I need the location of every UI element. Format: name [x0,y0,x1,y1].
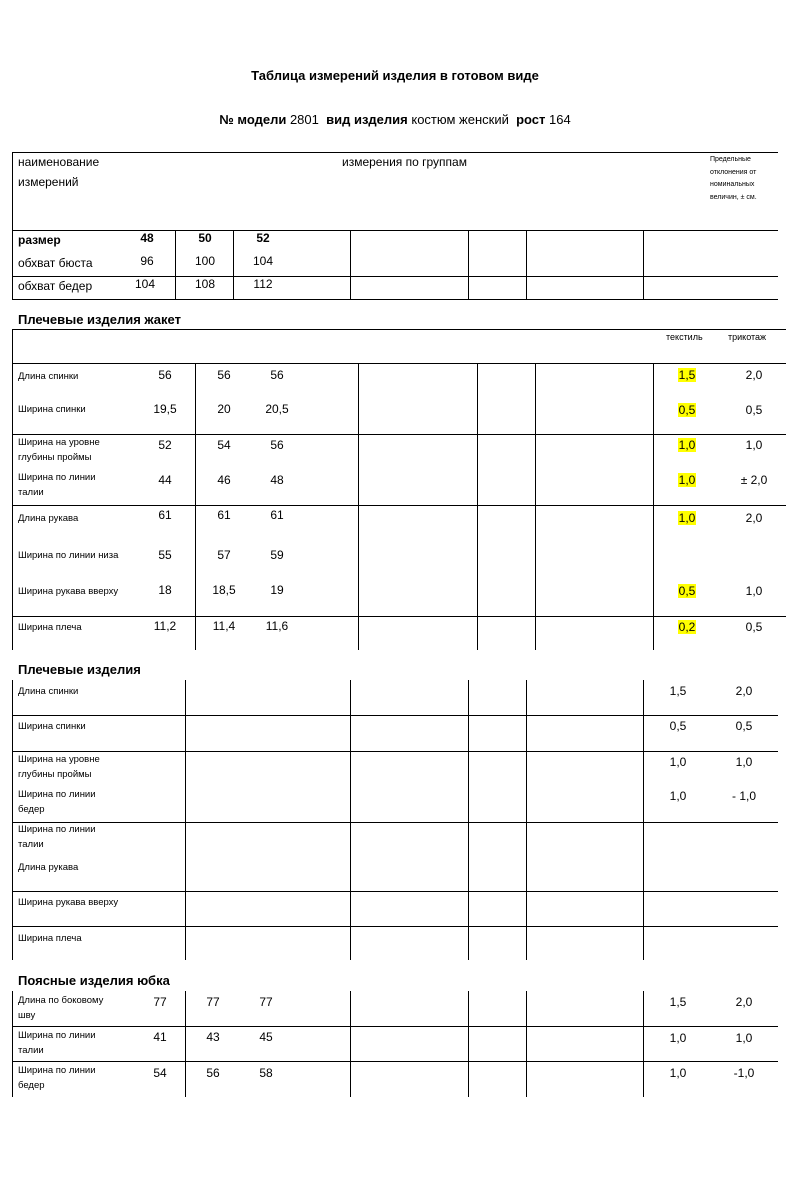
jacket-val: 46 [217,473,231,487]
size-grid-line [233,230,234,300]
size-grid-line [350,230,351,300]
jacket-knit: ± 2,0 [740,473,768,487]
s3-knit: -1,0 [733,1066,755,1080]
s3-val: 41 [153,1030,167,1044]
jacket-grid-line [653,363,654,650]
s2-textile: 1,0 [669,755,687,769]
s2-textile: 1,0 [669,789,687,803]
s2-grid-line [12,715,778,716]
jacket-val: 19,5 [153,402,177,416]
s2-row-label: Ширина по линии бедер [18,789,96,815]
s3-row-label: Ширина по линии бедер [18,1065,96,1091]
jacket-knit: 0,5 [745,403,763,417]
s3-textile: 1,5 [669,995,687,1009]
size-grid-line [175,230,176,300]
section-skirt-title: Поясные изделия юбка [18,973,170,988]
s3-grid-line [185,991,186,1097]
jacket-val: 56 [270,438,284,452]
s3-grid-line [12,991,13,1097]
size-48: 48 [140,231,154,245]
jacket-val: 56 [270,368,284,382]
type-value: костюм женский [411,112,509,127]
s2-row-label: Ширина по линии талии [18,824,96,850]
s2-row-label: Ширина плеча [18,933,82,944]
jacket-val: 59 [270,548,284,562]
jacket-textile: 1,5 [678,368,696,382]
jacket-knit: 2,0 [745,511,763,525]
header-tolerance [710,154,757,204]
s3-val: 56 [206,1066,220,1080]
s2-grid-line [12,751,778,752]
s2-textile: 1,5 [669,684,687,698]
size-50: 50 [198,231,212,245]
jacket-knit: 0,5 [745,620,763,634]
s2-grid-line [12,891,778,892]
s3-val: 58 [259,1066,273,1080]
s3-val: 77 [153,995,167,1009]
jacket-textile: 0,5 [678,584,696,598]
jacket-row-label: Ширина плеча [18,622,82,633]
s3-grid-line [350,991,351,1097]
s3-val: 77 [259,995,273,1009]
size-grid-line [526,230,527,300]
s2-grid-line [526,680,527,960]
tolerance-line-4: величин, ± см. [710,193,757,201]
jacket-row-label: Ширина спинки [18,404,86,415]
jacket-val: 57 [217,548,231,562]
s2-grid-line [12,926,778,927]
size-grid-line [643,230,644,300]
jacket-val: 56 [158,368,172,382]
s2-grid-line [12,680,13,960]
jacket-grid-line [12,329,13,650]
s3-val: 77 [206,995,220,1009]
jacket-grid-line [12,616,786,617]
s3-grid-line [643,991,644,1097]
jacket-val: 54 [217,438,231,452]
size-52: 52 [256,231,270,245]
jacket-textile: 1,0 [678,438,696,452]
height-value: 164 [549,112,571,127]
header-left-line [12,152,13,230]
jacket-grid-line [12,505,786,506]
section-jacket-title: Плечевые изделия жакет [18,312,181,327]
s3-val: 54 [153,1066,167,1080]
jacket-val: 18,5 [212,583,236,597]
header-name-col: наименование [18,155,100,169]
s2-grid-line [350,680,351,960]
s2-grid-line [185,680,186,960]
s3-grid-line [526,991,527,1097]
height-label: рост [516,112,546,127]
col-knit: трикотаж [728,332,767,342]
tolerance-line-3: номинальных [710,181,755,188]
s3-textile: 1,0 [669,1066,687,1080]
s3-textile: 1,0 [669,1031,687,1045]
s2-row-label: Ширина рукава вверху [18,897,119,908]
jacket-grid-line [12,363,786,364]
jacket-row-label: Ширина рукава вверху [18,586,119,597]
s2-grid-line [643,680,644,960]
s3-grid-line [12,1026,778,1027]
page-subtitle [0,112,790,127]
s2-knit: 1,0 [735,755,753,769]
jacket-val: 11,6 [265,619,289,633]
hips-50: 108 [194,277,216,291]
jacket-textile: 1,0 [678,511,696,525]
jacket-val: 61 [158,508,172,522]
s2-row-label: Ширина на уровне глубины проймы [18,754,100,780]
bust-label: обхват бюста [18,256,93,270]
s2-knit: 0,5 [735,719,753,733]
jacket-val: 44 [158,473,172,487]
bust-48: 96 [140,254,154,268]
jacket-grid-line [12,329,786,330]
s3-row-label: Длина по боковому шву [18,995,104,1021]
jacket-val: 61 [217,508,231,522]
model-value: 2801 [289,112,319,127]
hips-label: обхват бедер [18,279,93,293]
s3-knit: 1,0 [735,1031,753,1045]
jacket-textile: 1,0 [678,473,696,487]
tolerance-line-1: Предельные [710,156,751,163]
header-groups-col: измерения по группам [342,155,467,169]
size-grid-line [12,299,778,300]
jacket-val: 56 [217,368,231,382]
jacket-val: 11,2 [153,619,177,633]
section-shoulder-title: Плечевые изделия [18,662,141,677]
jacket-grid-line [535,363,536,650]
jacket-textile: 0,2 [678,620,696,634]
s3-val: 43 [206,1030,220,1044]
s2-grid-line [12,822,778,823]
jacket-val: 55 [158,548,172,562]
s2-textile: 0,5 [669,719,687,733]
jacket-grid-line [195,363,196,650]
jacket-val: 52 [158,438,172,452]
size-grid-line [468,230,469,300]
jacket-textile: 0,5 [678,403,696,417]
jacket-knit: 1,0 [745,438,763,452]
tolerance-line-2: отклонения от [710,168,757,176]
jacket-val: 20 [217,402,231,416]
jacket-grid-line [358,363,359,650]
jacket-grid-line [12,434,786,435]
jacket-row-label: Ширина по линии низа [18,550,119,561]
page-title: Таблица измерений изделия в готовом виде [251,68,539,83]
hips-52: 112 [253,277,273,291]
s2-knit: 2,0 [735,684,753,698]
jacket-knit: 1,0 [745,584,763,598]
model-label: № модели [219,112,287,127]
col-textile: текстиль [666,332,703,342]
s2-row-label: Длина рукава [18,862,79,873]
bust-50: 100 [194,254,216,268]
s3-grid-line [468,991,469,1097]
jacket-row-label: Ширина по линии талии [18,472,96,498]
s2-knit: - 1,0 [731,789,756,803]
s2-row-label: Ширина спинки [18,721,86,732]
jacket-val: 11,4 [212,619,236,633]
jacket-val: 18 [158,583,172,597]
jacket-val: 61 [270,508,284,522]
s3-grid-line [12,1061,778,1062]
s3-row-label: Ширина по линии талии [18,1030,96,1056]
jacket-row-label: Ширина на уровне глубины проймы [18,437,100,463]
jacket-val: 48 [270,473,284,487]
size-grid-line [12,230,13,300]
s2-row-label: Длина спинки [18,686,79,697]
hips-48: 104 [134,277,156,291]
header-name-col2: измерений [18,175,79,189]
s2-grid-line [468,680,469,960]
jacket-val: 19 [270,583,284,597]
bust-52: 104 [252,254,274,268]
jacket-grid-line [477,363,478,650]
jacket-knit: 2,0 [745,368,763,382]
jacket-row-label: Длина спинки [18,371,79,382]
jacket-val: 20,5 [265,402,289,416]
jacket-row-label: Длина рукава [18,513,79,524]
type-label: вид изделия [326,112,408,127]
size-label: размер [18,233,61,247]
s3-val: 45 [259,1030,273,1044]
s3-knit: 2,0 [735,995,753,1009]
